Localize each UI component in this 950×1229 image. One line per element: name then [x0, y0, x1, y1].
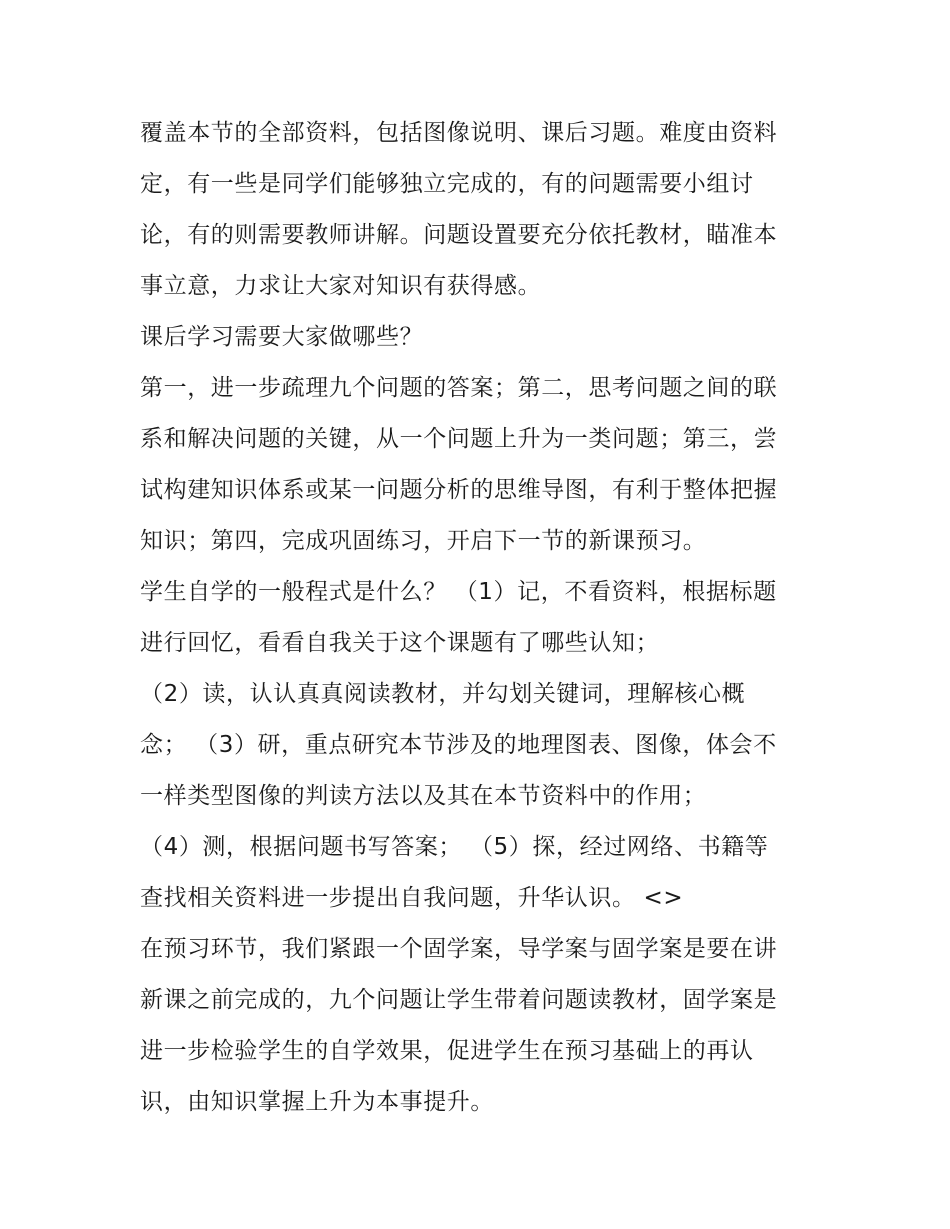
text-line: 覆盖本节的全部资料，包括图像说明、课后习题。难度由资料	[140, 120, 778, 146]
document-body	[140, 108, 820, 1128]
text-line: 查找相关资料进一步提出自我问题，升华认识。 <>	[140, 885, 684, 911]
text-line: 第一，进一步疏理九个问题的答案；第二，思考问题之间的联	[140, 375, 778, 401]
text-line: 论，有的则需要教师讲解。问题设置要充分依托教材，瞄准本	[140, 222, 778, 248]
text-line: 定，有一些是同学们能够独立完成的，有的问题需要小组讨	[140, 171, 754, 197]
text-line: 试构建知识体系或某一问题分析的思维导图，有利于整体把握	[140, 477, 778, 503]
text-line: 在预习环节，我们紧跟一个固学案，导学案与固学案是要在讲	[140, 936, 778, 962]
question-heading: 课后学习需要大家做哪些？	[140, 324, 424, 350]
text-line: 系和解决问题的关键，从一个问题上升为一类问题；第三，尝	[140, 426, 778, 452]
text-line: 进一步检验学生的自学效果，促进学生在预习基础上的再认	[140, 1038, 754, 1064]
text-line: 一样类型图像的判读方法以及其在本节资料中的作用；	[140, 783, 707, 809]
text-line: 进行回忆，看看自我关于这个课题有了哪些认知；	[140, 630, 660, 656]
text-line: 识，由知识掌握上升为本事提升。	[140, 1089, 494, 1115]
text-line: （4）测，根据问题书写答案； （5）探，经过网络、书籍等	[140, 834, 769, 860]
text-line: 事立意，力求让大家对知识有获得感。	[140, 273, 542, 299]
text-line: 念； （3）研，重点研究本节涉及的地理图表、图像，体会不	[140, 732, 777, 758]
text-line: 学生自学的一般程式是什么？ （1）记，不看资料，根据标题	[140, 579, 777, 605]
text-line: 新课之前完成的，九个问题让学生带着问题读教材，固学案是	[140, 987, 778, 1013]
text-line: 知识；第四，完成巩固练习，开启下一节的新课预习。	[140, 528, 707, 554]
text-line: （2）读，认认真真阅读教材，并勾划关键词，理解核心概	[140, 681, 746, 707]
